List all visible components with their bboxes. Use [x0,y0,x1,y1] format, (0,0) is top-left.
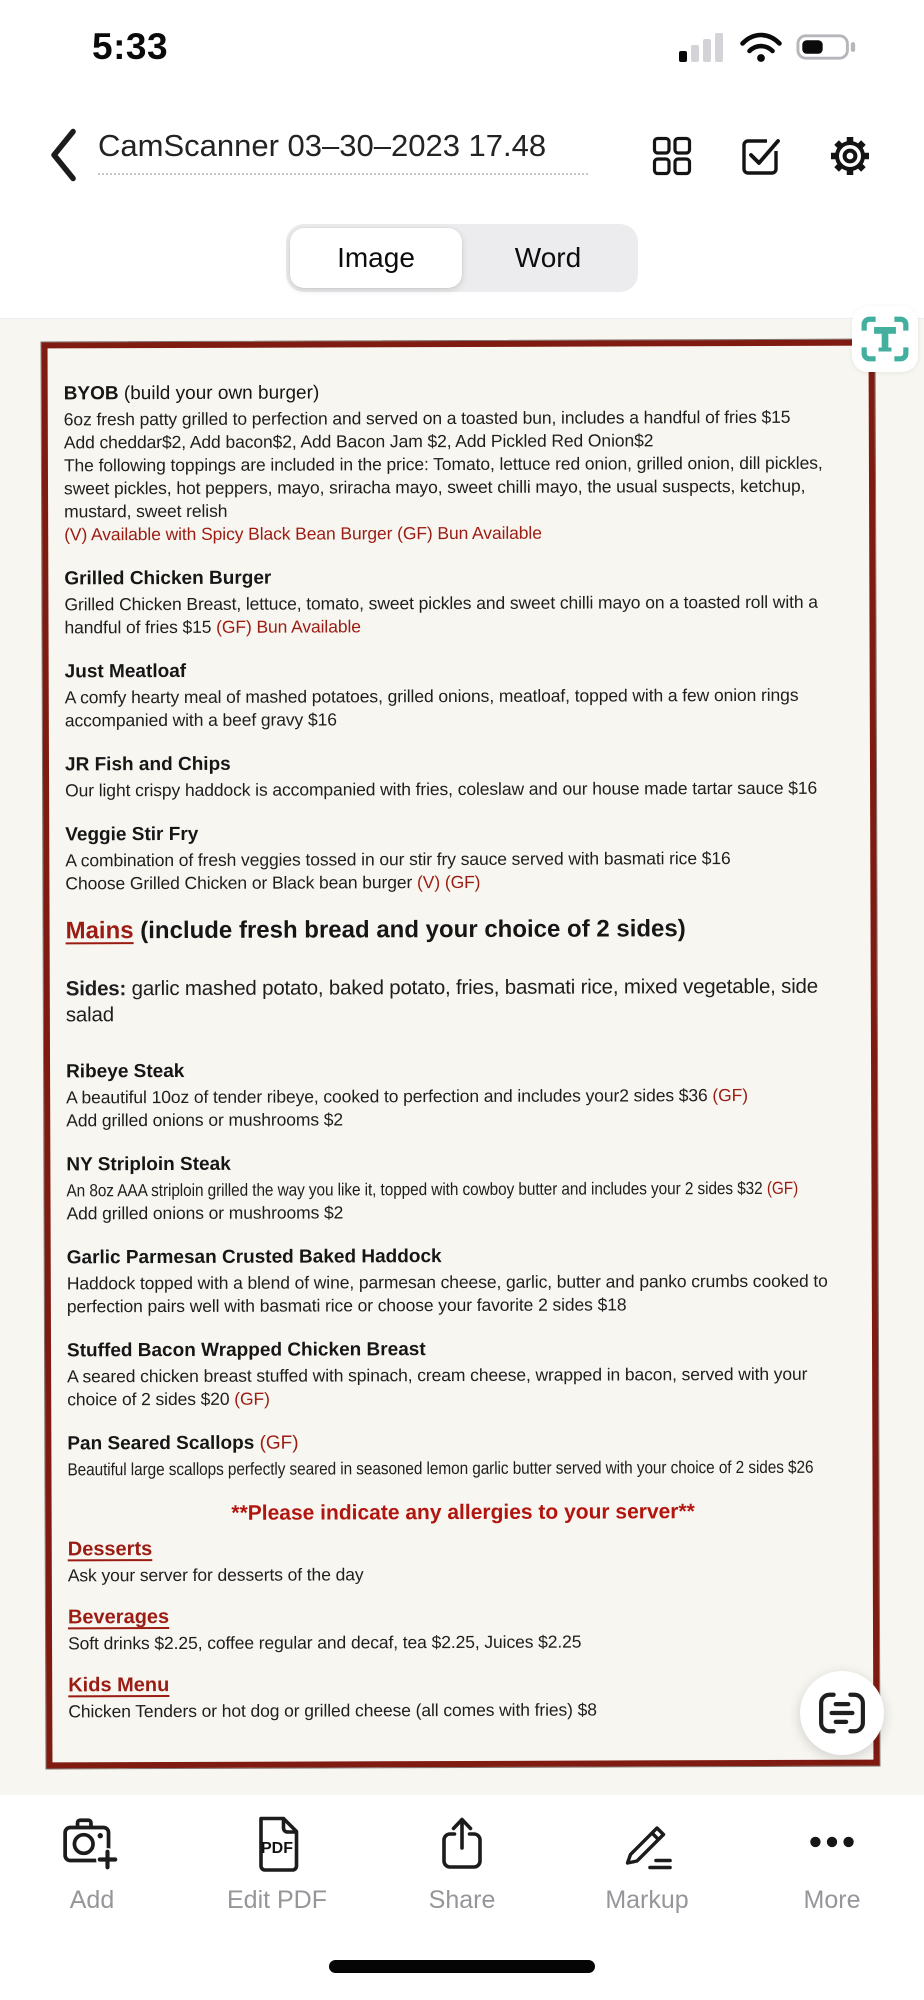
toolbar-share-label: Share [428,1886,496,1914]
status-icons [678,30,860,64]
menu-line: Beautiful large scallops perfectly seared in seasoned lemon garlic butter served with your choice of 2 sides $26 [67,1456,814,1480]
menu-line: Add cheddar$2, Add bacon$2, Add Bacon Jam $2, Add Pickled Red Onion$2 [63,430,654,453]
menu-line: 6oz fresh patty grilled to perfection and served on a toasted bun, includes a handful of fries $15 [63,406,791,430]
menu-section-mains [66,914,857,947]
menu-line: Sides: garlic mashed potato, baked potato, fries, basmati rice, mixed vegetable, side salad [65,974,818,1027]
menu-item-title: Veggie Stir Fry [65,823,199,846]
scan-to-text-fab[interactable] [800,1671,884,1755]
svg-text:PDF: PDF [261,1840,293,1857]
header-actions [652,134,872,178]
menu-item-byob [64,380,856,547]
allergy-notice [68,1500,859,1526]
menu-line: A combination of fresh veggies tossed in our stir fry sauce served with basmati rice $16 [65,848,731,871]
scan-to-text-icon [818,1691,866,1735]
status-time: 5:33 [92,26,169,67]
menu-line: Soft drinks $2.25, coffee regular and decaf, tea $2.25, Juices $2.25 [68,1631,582,1654]
menu-item-garlic-parmesan-haddock [67,1244,858,1319]
menu-line: Add grilled onions or mushrooms $2 [66,1109,344,1131]
wifi-icon [739,30,783,64]
toolbar-more-button[interactable] [747,1815,917,1915]
menu-line: The following toppings are included in the price: Tomato, lettuce red onion, grilled onion, dill pickles, sweet pickles, hot peppers, mayo, sriracha mayo, sweet chilli mayo, the usual suspects, ketchup, mustard, sweet relish [63,452,823,522]
home-indicator[interactable] [329,1960,595,1973]
menu-item-title: JR Fish and Chips [64,753,231,776]
menu-item-grilled-chicken-burger [64,565,855,640]
menu-line: A comfy hearty meal of mashed potatoes, grilled onions, meatloaf, topped with a few onion rings accompanied with a beef gravy $16 [64,684,799,731]
menu-sides [66,974,857,1029]
toolbar-edit-pdf-button[interactable] [192,1815,362,1915]
menu-line: (V) Available with Spicy Black Bean Burger (GF) Bun Available [64,522,542,545]
menu-item-ribeye-steak [66,1058,857,1133]
toolbar-edit-pdf-label: Edit PDF [226,1886,328,1914]
menu-item-title: Kids Menu [68,1674,170,1697]
settings-button[interactable] [828,134,872,178]
document-header [0,118,924,198]
menu-line: Add grilled onions or mushrooms $2 [66,1202,344,1224]
menu-line: A seared chicken breast stuffed with spinach, cream cheese, wrapped in bacon, served with your choice of 2 sides $20 (GF) [67,1363,808,1410]
select-pages-button[interactable] [738,135,782,177]
tab-image[interactable]: Image [290,228,462,288]
menu-line: Our light crispy haddock is accompanied with fries, coleslaw and our house made tartar sauce $16 [65,777,818,801]
toolbar-add-button[interactable] [7,1815,177,1915]
ocr-text-recognize-button[interactable] [852,306,918,372]
markup-pencil-icon [617,1815,677,1873]
toolbar-share-button[interactable] [377,1815,547,1915]
tab-word[interactable]: Word [514,242,582,273]
settings-gear-icon [828,134,872,178]
toolbar-more-label: More [803,1886,861,1914]
menu-item-title: Garlic Parmesan Crusted Baked Haddock [66,1246,442,1269]
menu-line: Haddock topped with a blend of wine, parmesan cheese, garlic, butter and panko crumbs cooked to perfection pairs well with basmati rice or choose your favorite 2 sides $18 [66,1270,828,1317]
grid-view-icon [652,136,692,176]
more-dots-icon [805,1815,859,1873]
menu-line: An 8oz AAA striploin grilled the way you like it, topped with cowboy butter and includes your 2 sides $32 (GF) [66,1177,799,1201]
menu-line: Grilled Chicken Breast, lettuce, tomato, sweet pickles and sweet chilli mayo on a toasted roll with a handful of fries $15 (GF) Bun Available [64,591,818,638]
status-bar [0,0,924,92]
menu-item-just-meatloaf [65,658,856,733]
cellular-signal-icon [678,30,726,64]
camera-add-icon [61,1815,123,1873]
menu-section-desserts [68,1535,859,1588]
toolbar-add-label: Add [69,1886,115,1914]
battery-icon [796,30,860,64]
scanned-document [0,318,924,1796]
menu-line: A beautiful 10oz of tender ribeye, cooked to perfection and includes your2 sides $36 (GF) [66,1084,748,1108]
menu-line: Chicken Tenders or hot dog or grilled cheese (all comes with fries) $8 [68,1699,597,1722]
pdf-document-icon [250,1815,304,1873]
text-recognize-icon [860,315,910,363]
menu-item-ny-striploin-steak [66,1151,857,1226]
menu-item-stuffed-chicken-breast [67,1337,858,1412]
menu-section-beverages [68,1603,859,1656]
menu-line: Choose Grilled Chicken or Black bean burger (V) (GF) [65,871,481,894]
toolbar-markup-button[interactable] [562,1815,732,1915]
menu-item-pan-seared-scallops [67,1430,858,1482]
menu-item-title: Beverages [67,1606,170,1629]
menu-item-title: Grilled Chicken Burger [64,567,272,590]
grid-view-button[interactable] [652,136,692,176]
menu-line: **Please indicate any allergies to your server** [231,1500,695,1525]
menu-item-title: Desserts [67,1538,153,1561]
menu-item-title: Just Meatloaf [64,660,187,683]
back-button[interactable] [46,126,80,184]
document-title[interactable]: CamScanner 03–30–2023 17.48 [98,128,588,175]
menu-line: Ask your server for desserts of the day [67,1564,364,1586]
menu-item-jr-fish-and-chips [65,751,856,803]
select-check-icon [738,135,782,177]
view-toggle [286,224,638,292]
menu-section-kids-menu [68,1671,859,1724]
menu-page [42,340,880,1769]
share-icon [438,1815,486,1873]
menu-item-title: Ribeye Steak [66,1060,185,1083]
menu-item-title: Stuffed Bacon Wrapped Chicken Breast [66,1339,426,1362]
toolbar-markup-label: Markup [605,1886,689,1914]
menu-item-title: BYOB (build your own burger) [63,382,320,405]
menu-item-veggie-stir-fry [65,821,856,896]
menu-item-title: Pan Seared Scallops (GF) [67,1432,299,1455]
menu-item-title: NY Striploin Steak [66,1153,231,1176]
menu-item-title: Mains (include fresh bread and your choice of 2 sides) [65,915,686,945]
